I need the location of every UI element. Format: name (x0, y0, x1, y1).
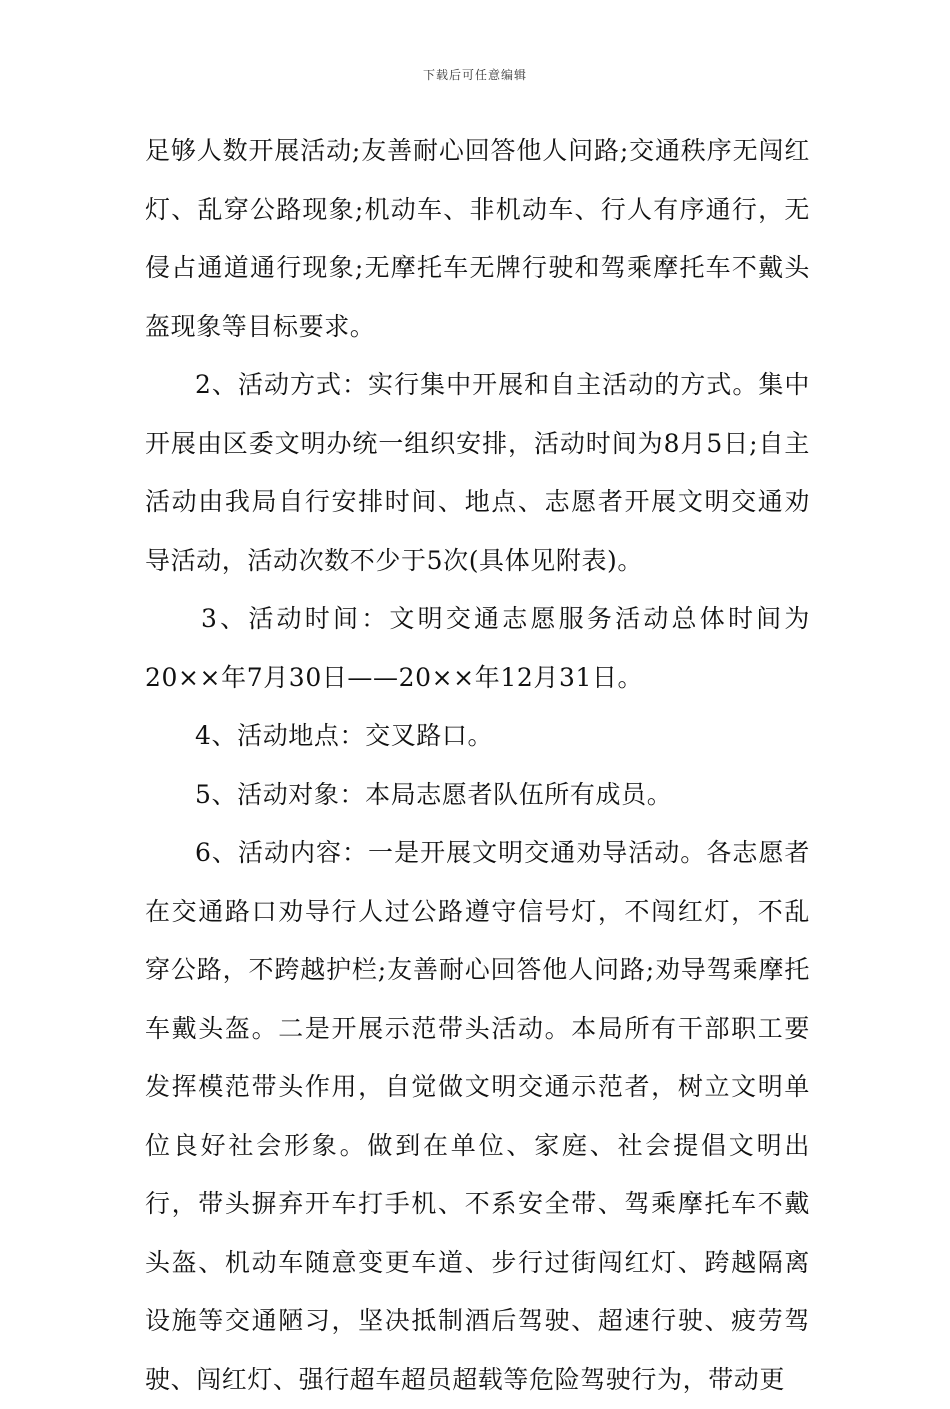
document-body (145, 122, 810, 1409)
page-header: 下载后可任意编辑 (422, 68, 527, 82)
paragraph-continuation: 足够人数开展活动;友善耐心回答他人问路;交通秩序无闯红灯、乱穿公路现象;机动车、非机动车、行人有序通行，无侵占通道通行现象;无摩托车无牌行驶和驾乘摩托车不戴头盔现象等目标要求。 (145, 136, 810, 341)
paragraph-activity-content: 6、活动内容：一是开展文明交通劝导活动。各志愿者在交通路口劝导行人过公路遵守信号灯，不闯红灯，不乱穿公路，不跨越护栏;友善耐心回答他人问路;劝导驾乘摩托车戴头盔。二是开展示范带头活动。本局所有干部职工要发挥模范带头作用，自觉做文明交通示范者，树立文明单位良好社会形象。做到在单位、家庭、社会提倡文明出行，带头摒弃开车打手机、不系安全带、驾乘摩托车不戴头盔、机动车随意变更车道、步行过街闯红灯、跨越隔离设施等交通陋习，坚决抵制酒后驾驶、超速行驶、疲劳驾驶、闯红灯、强行超车超员超载等危险驾驶行为，带动更 (145, 838, 810, 1394)
paragraph-activity-method: 2、活动方式：实行集中开展和自主活动的方式。集中开展由区委文明办统一组织安排，活动时间为8月5日;自主活动由我局自行安排时间、地点、志愿者开展文明交通劝导活动，活动次数不少于5次(具体见附表)。 (145, 370, 810, 575)
paragraph-activity-location: 4、活动地点：交叉路口。 (195, 721, 494, 750)
paragraph-activity-time: 3、活动时间：文明交通志愿服务活动总体时间为20××年7月30日——20××年12月31日。 (145, 604, 810, 692)
paragraph-activity-target: 5、活动对象：本局志愿者队伍所有成员。 (195, 779, 673, 809)
